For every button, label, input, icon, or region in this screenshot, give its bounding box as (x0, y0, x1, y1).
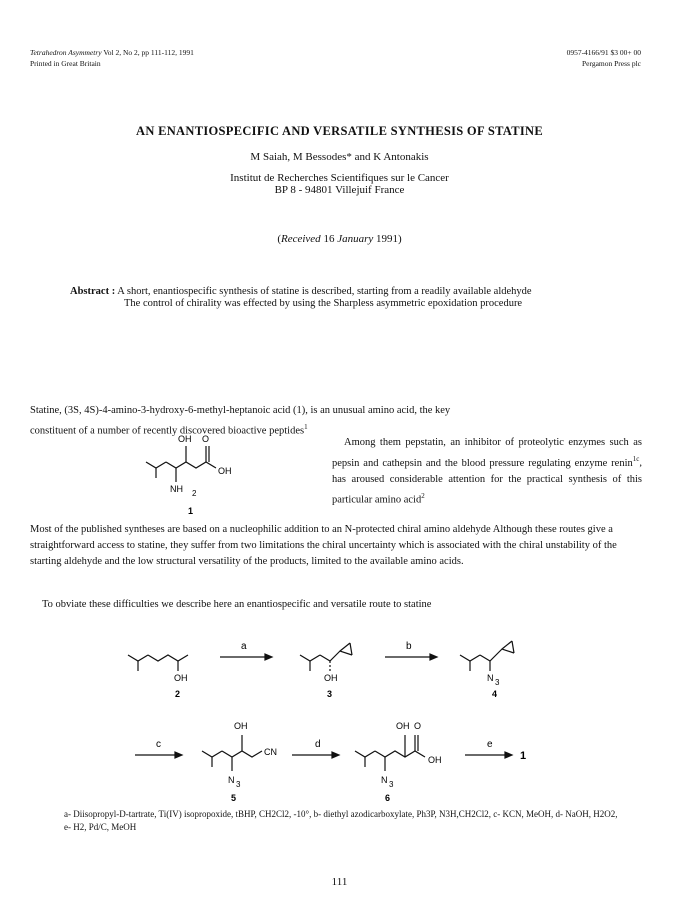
affiliation-line1: Institut de Recherches Scientifiques sur le Cancer (230, 172, 449, 184)
journal-name: Tetrahedron Asymmetry (30, 48, 102, 57)
ref-1: 1 (304, 423, 308, 431)
intro-line2: constituent of a number of recently discovered bioactive peptides (30, 425, 305, 437)
compound-number-1: 1 (188, 506, 194, 516)
printed-in: Printed in Great Britain (30, 59, 101, 68)
scheme-row-2 (130, 715, 550, 807)
s5-n-label: N (228, 775, 235, 785)
s2-oh-label: OH (174, 673, 188, 683)
abstract-line1: A short, enantiospecific synthesis of statine is described, starting from a readily available aldehyde (117, 286, 532, 297)
citation: Vol 2, No 2, pp 111-112, 1991 (103, 48, 194, 57)
s3-oh-label: OH (324, 673, 338, 683)
s1-o-label: O (202, 434, 210, 444)
compound-number-5: 5 (231, 793, 237, 803)
s1-oh-label: OH (178, 434, 192, 444)
compound-number-3: 3 (327, 689, 333, 699)
abstract (70, 286, 630, 310)
intro-line1: Statine, (3S, 4S)-4-amino-3-hydroxy-6-methyl-heptanoic acid (1), is an unusual amino acid, the key (30, 405, 451, 416)
received-word: Received (281, 233, 321, 245)
paragraph-pepstatin (332, 435, 642, 508)
compound-number-6: 6 (385, 793, 391, 803)
running-header-left (30, 47, 194, 69)
received-month: January (337, 233, 374, 245)
received-year: 1991) (375, 233, 402, 245)
paragraph-syntheses: Most of the published syntheses are based on a nucleophilic addition to an N-protected chiral amino aldehyde Although these routes give a straightforward access to statine, they suffer from two limitations the chiral uncertainty which is associated with the chiral unstability of the starting aldehyde and the low structural versatility of the products, limited to the available amino acids. (30, 524, 617, 567)
s6-oh2-label: OH (428, 755, 442, 765)
compound-number-2: 2 (175, 689, 181, 699)
product-number: 1 (520, 750, 527, 762)
paragraph-route (30, 597, 650, 613)
arrow-d-label: d (315, 739, 321, 750)
s5-oh-label: OH (234, 721, 248, 731)
s1-nh-sub: 2 (192, 489, 197, 498)
route-text: To obviate these difficulties we describe here an enantiospecific and versatile route to statine (42, 599, 432, 610)
arrow-a-label: a (241, 641, 247, 652)
received-day: 16 (323, 233, 335, 245)
arrow-e-label: e (487, 739, 493, 750)
affiliation (0, 172, 679, 196)
structure-1-statine (140, 432, 260, 522)
s6-n-sub: 3 (389, 780, 394, 789)
arrow-b-label: b (406, 641, 412, 652)
s5-n-sub: 3 (236, 780, 241, 789)
received-date (0, 233, 679, 245)
s6-n-label: N (381, 775, 388, 785)
received-prefix: ( (277, 233, 281, 245)
s4-n-label: N (487, 673, 494, 683)
scheme-caption: a- Diisopropyl-D-tartrate, Ti(IV) isopropoxide, tBHP, CH2Cl2, -10°, b- diethyl azodicarboxylate, Ph3P, N3H,CH2Cl2, c- KCN, MeOH, d- NaOH, H2O2, e- H2, Pd/C, MeOH (64, 809, 618, 832)
s6-oh-label: OH (396, 721, 410, 731)
abstract-line2: The control of chirality was effected by using the Sharpless asymmetric epoxidation procedure (124, 298, 523, 309)
ref-2: 2 (421, 491, 425, 500)
s6-o-label: O (414, 721, 422, 731)
s1-nh-label: NH (170, 484, 183, 494)
affiliation-line2: BP 8 - 94801 Villejuif France (274, 184, 405, 196)
arrow-c-label: c (156, 739, 161, 750)
running-header-right (567, 47, 641, 69)
paper-title: AN ENANTIOSPECIFIC AND VERSATILE SYNTHESIS OF STATINE (136, 124, 543, 138)
abstract-label: Abstract : (70, 286, 116, 297)
issn-code: 0957-4166/91 $3 00+ 00 (566, 48, 641, 57)
authors: M Saiah, M Bessodes* and K Antonakis (250, 151, 429, 163)
ref-1c: 1c (632, 455, 640, 463)
scheme-row-1 (120, 625, 560, 705)
s1-oh2-label: OH (218, 466, 232, 476)
pepstatin-text-a: Among them pepstatin, an inhibitor of proteolytic enzymes such as pepsin and cathepsin and the blood pressure regulating enzyme renin (332, 437, 642, 469)
publisher: Pergamon Press plc (581, 59, 641, 68)
s5-cn-label: CN (264, 747, 277, 757)
pepstatin-text-b: , has aroused considerable attention for the practical synthesis of this particular amino acid (332, 457, 642, 505)
s4-n-sub: 3 (495, 678, 500, 687)
compound-number-4: 4 (492, 689, 498, 699)
page-number: 111 (331, 876, 348, 888)
